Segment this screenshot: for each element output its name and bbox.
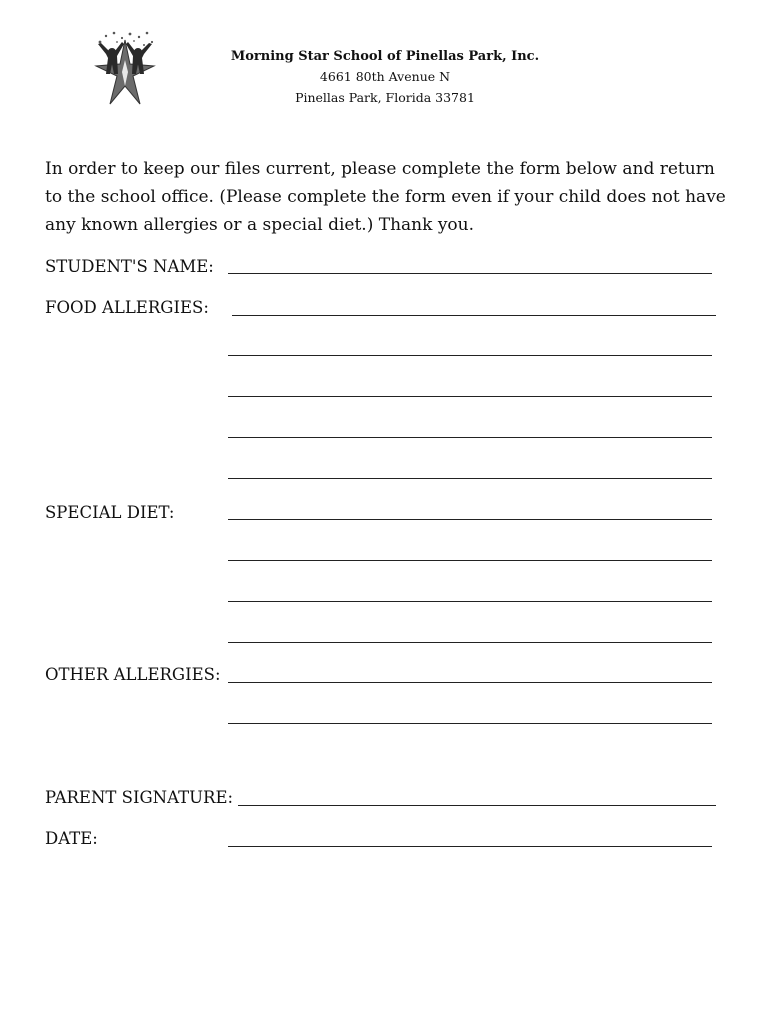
- special-diet-field-2[interactable]: [228, 539, 712, 561]
- parent-signature-label: PARENT SIGNATURE:: [45, 788, 234, 807]
- parent-signature-line: [238, 805, 716, 806]
- food-allergies-line-1: [232, 315, 716, 316]
- food-allergies-line-4: [228, 437, 712, 438]
- special-diet-label: SPECIAL DIET:: [45, 503, 175, 522]
- food-allergies-line-5: [228, 478, 712, 479]
- parent-signature-field[interactable]: [238, 784, 716, 806]
- student-name-line: [228, 273, 712, 274]
- food-allergies-line-2: [228, 355, 712, 356]
- school-logo-icon: [92, 30, 158, 106]
- special-diet-field-1[interactable]: [228, 498, 712, 520]
- special-diet-field-4[interactable]: [228, 621, 712, 643]
- food-allergies-field-4[interactable]: [228, 416, 712, 438]
- special-diet-field-3[interactable]: [228, 580, 712, 602]
- other-allergies-field-2[interactable]: [228, 702, 712, 724]
- date-label: DATE:: [45, 829, 98, 848]
- food-allergies-field-2[interactable]: [228, 334, 712, 356]
- date-field[interactable]: [228, 825, 712, 847]
- other-allergies-label: OTHER ALLERGIES:: [45, 665, 221, 684]
- school-address-line1: 4661 80th Avenue N: [319, 69, 451, 84]
- other-allergies-field-1[interactable]: [228, 661, 712, 683]
- student-name-field[interactable]: [228, 252, 712, 274]
- special-diet-line-1: [228, 519, 712, 520]
- food-allergies-field-5[interactable]: [228, 457, 712, 479]
- food-allergies-field-1[interactable]: [232, 294, 716, 316]
- school-address-line2: Pinellas Park, Florida 33781: [295, 90, 475, 105]
- food-allergies-field-3[interactable]: [228, 375, 712, 397]
- special-diet-line-2: [228, 560, 712, 561]
- other-allergies-line-1: [228, 682, 712, 683]
- school-header: [180, 47, 590, 108]
- intro-paragraph: In order to keep our files current, please complete the form below and return to the school office. (Please complete the form even if your child does not have any known allergies or a special diet.) Thank you.: [45, 159, 726, 235]
- school-name: Morning Star School of Pinellas Park, Inc.: [230, 49, 540, 64]
- food-allergies-line-3: [228, 396, 712, 397]
- other-allergies-line-2: [228, 723, 712, 724]
- special-diet-line-3: [228, 601, 712, 602]
- food-allergies-label: FOOD ALLERGIES:: [45, 298, 209, 317]
- student-name-label: STUDENT'S NAME:: [45, 257, 214, 276]
- special-diet-line-4: [228, 642, 712, 643]
- date-line: [228, 846, 712, 847]
